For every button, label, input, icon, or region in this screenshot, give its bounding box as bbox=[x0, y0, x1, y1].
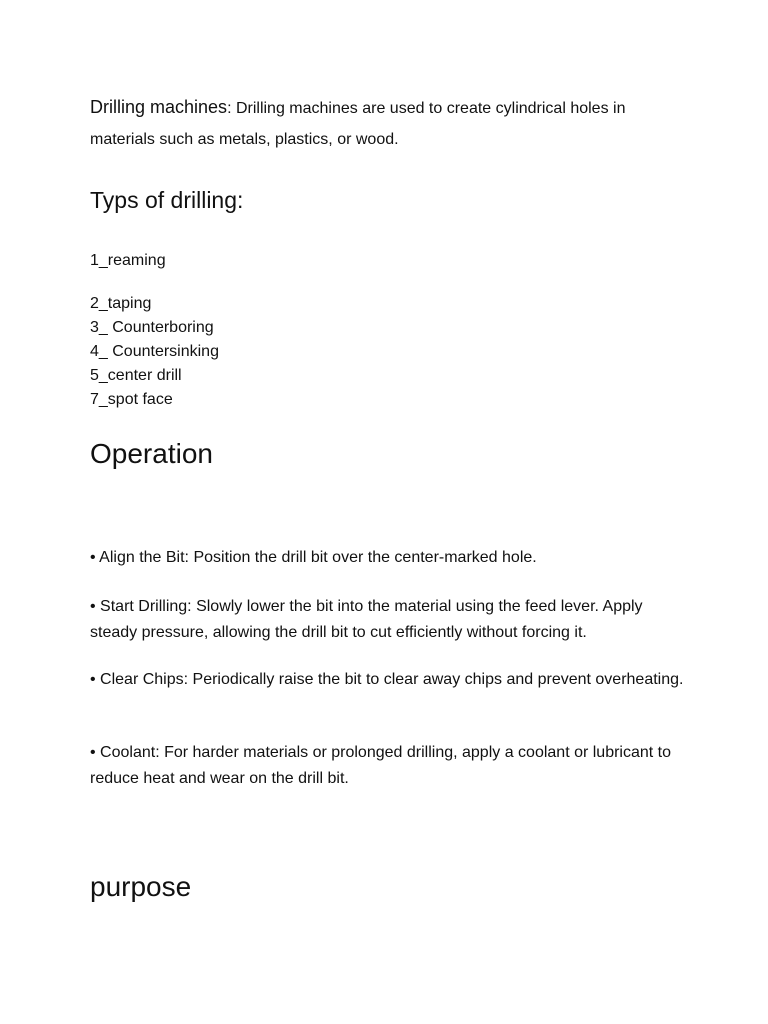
operation-step-start: • Start Drilling: Slowly lower the bit into the material using the feed lever. Apply steady pressure, allowing the drill bit to cut efficiently without forcing it. bbox=[90, 598, 643, 641]
type-item: 2_taping bbox=[90, 295, 152, 312]
intro-paragraph bbox=[90, 92, 690, 155]
intro-text: Drilling machines are used to create cylindrical holes in materials such as metals, plastics, or wood. bbox=[90, 100, 626, 148]
type-item: 5_center drill bbox=[90, 367, 182, 384]
intro-lead: Drilling machines bbox=[90, 97, 228, 117]
type-item: 4_ Countersinking bbox=[90, 343, 219, 360]
type-item: 3_ Counterboring bbox=[90, 319, 214, 336]
intro-separator: : bbox=[227, 100, 236, 117]
purpose-heading: purpose bbox=[90, 871, 192, 902]
types-list bbox=[90, 292, 219, 412]
types-heading: Typs of drilling: bbox=[90, 187, 244, 213]
operation-step-clear: • Clear Chips: Periodically raise the bit to clear away chips and prevent overheating. bbox=[90, 671, 684, 688]
operation-heading: Operation bbox=[90, 438, 213, 469]
operation-step-coolant: • Coolant: For harder materials or prolonged drilling, apply a coolant or lubricant to reduce heat and wear on the drill bit. bbox=[90, 744, 672, 787]
type-item-first: 1_reaming bbox=[90, 252, 166, 269]
type-item: 7_spot face bbox=[90, 391, 173, 408]
operation-step-align: • Align the Bit: Position the drill bit over the center-marked hole. bbox=[90, 549, 537, 566]
